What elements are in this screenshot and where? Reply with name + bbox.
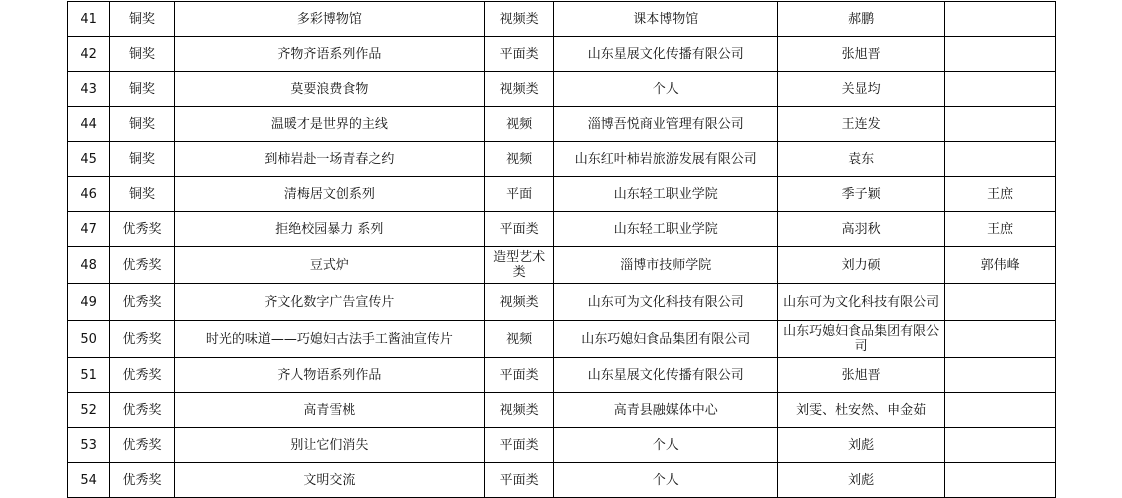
award-level: 铜奖	[110, 142, 174, 177]
row-number: 48	[68, 247, 110, 284]
author: 高羽秋	[778, 212, 945, 247]
advisor	[945, 142, 1056, 177]
table-row	[68, 107, 1056, 142]
work-category: 视频类	[484, 393, 553, 428]
advisor	[945, 321, 1056, 358]
organization: 山东巧媳妇食品集团有限公司	[554, 321, 778, 358]
table-row	[68, 463, 1056, 498]
work-title: 清梅居文创系列	[174, 177, 484, 212]
table-row	[68, 212, 1056, 247]
work-title: 别让它们消失	[174, 428, 484, 463]
organization: 山东可为文化科技有限公司	[554, 284, 778, 321]
row-number: 46	[68, 177, 110, 212]
award-level: 优秀奖	[110, 463, 174, 498]
award-level: 优秀奖	[110, 358, 174, 393]
work-category: 平面类	[484, 463, 553, 498]
work-category: 造型艺术类	[484, 247, 553, 284]
author: 张旭晋	[778, 37, 945, 72]
row-number: 53	[68, 428, 110, 463]
table-row	[68, 72, 1056, 107]
organization: 山东星展文化传播有限公司	[554, 358, 778, 393]
advisor	[945, 37, 1056, 72]
table-row	[68, 428, 1056, 463]
advisor: 郭伟峰	[945, 247, 1056, 284]
work-category: 视频类	[484, 72, 553, 107]
row-number: 42	[68, 37, 110, 72]
advisor	[945, 284, 1056, 321]
author: 关显均	[778, 72, 945, 107]
author: 袁东	[778, 142, 945, 177]
advisor	[945, 72, 1056, 107]
advisor	[945, 2, 1056, 37]
row-number: 47	[68, 212, 110, 247]
author: 山东可为文化科技有限公司	[778, 284, 945, 321]
work-category: 平面类	[484, 212, 553, 247]
work-title: 拒绝校园暴力 系列	[174, 212, 484, 247]
row-number: 44	[68, 107, 110, 142]
author: 山东巧媳妇食品集团有限公司	[778, 321, 945, 358]
author: 王连发	[778, 107, 945, 142]
author: 刘力硕	[778, 247, 945, 284]
organization: 高青县融媒体中心	[554, 393, 778, 428]
table-row	[68, 321, 1056, 358]
author: 郝鹏	[778, 2, 945, 37]
advisor: 王庶	[945, 177, 1056, 212]
organization: 个人	[554, 428, 778, 463]
award-level: 优秀奖	[110, 247, 174, 284]
row-number: 51	[68, 358, 110, 393]
advisor	[945, 358, 1056, 393]
author: 刘彪	[778, 428, 945, 463]
work-category: 平面类	[484, 428, 553, 463]
row-number: 41	[68, 2, 110, 37]
author: 张旭晋	[778, 358, 945, 393]
work-category: 视频类	[484, 284, 553, 321]
award-level: 优秀奖	[110, 321, 174, 358]
award-level: 铜奖	[110, 107, 174, 142]
organization: 山东轻工职业学院	[554, 177, 778, 212]
row-number: 54	[68, 463, 110, 498]
work-category: 平面类	[484, 37, 553, 72]
work-category: 视频	[484, 142, 553, 177]
organization: 山东星展文化传播有限公司	[554, 37, 778, 72]
table-row	[68, 284, 1056, 321]
award-level: 优秀奖	[110, 428, 174, 463]
row-number: 43	[68, 72, 110, 107]
work-title: 莫要浪费食物	[174, 72, 484, 107]
row-number: 49	[68, 284, 110, 321]
organization: 淄博吾悦商业管理有限公司	[554, 107, 778, 142]
award-level: 铜奖	[110, 2, 174, 37]
work-title: 温暖才是世界的主线	[174, 107, 484, 142]
work-category: 视频	[484, 107, 553, 142]
author: 刘彪	[778, 463, 945, 498]
award-level: 铜奖	[110, 72, 174, 107]
work-title: 多彩博物馆	[174, 2, 484, 37]
work-category: 视频	[484, 321, 553, 358]
table-row	[68, 247, 1056, 284]
work-category: 平面类	[484, 358, 553, 393]
award-level: 优秀奖	[110, 212, 174, 247]
work-title: 齐人物语系列作品	[174, 358, 484, 393]
table-row	[68, 142, 1056, 177]
organization: 山东红叶柿岩旅游发展有限公司	[554, 142, 778, 177]
row-number: 52	[68, 393, 110, 428]
work-title: 齐文化数字广告宣传片	[174, 284, 484, 321]
organization: 课本博物馆	[554, 2, 778, 37]
work-title: 文明交流	[174, 463, 484, 498]
work-title: 豆式炉	[174, 247, 484, 284]
table-row	[68, 393, 1056, 428]
row-number: 45	[68, 142, 110, 177]
work-title: 时光的味道——巧媳妇古法手工酱油宣传片	[174, 321, 484, 358]
award-level: 铜奖	[110, 177, 174, 212]
author: 刘雯、杜安然、申金茹	[778, 393, 945, 428]
organization: 淄博市技师学院	[554, 247, 778, 284]
table-row	[68, 177, 1056, 212]
work-category: 视频类	[484, 2, 553, 37]
award-level: 铜奖	[110, 37, 174, 72]
awards-table	[67, 1, 1056, 498]
organization: 个人	[554, 463, 778, 498]
advisor	[945, 463, 1056, 498]
work-title: 高青雪桃	[174, 393, 484, 428]
organization: 个人	[554, 72, 778, 107]
advisor	[945, 428, 1056, 463]
award-level: 优秀奖	[110, 393, 174, 428]
row-number: 50	[68, 321, 110, 358]
advisor	[945, 107, 1056, 142]
advisor: 王庶	[945, 212, 1056, 247]
work-category: 平面	[484, 177, 553, 212]
work-title: 到柿岩赴一场青春之约	[174, 142, 484, 177]
work-title: 齐物齐语系列作品	[174, 37, 484, 72]
award-level: 优秀奖	[110, 284, 174, 321]
author: 季子颖	[778, 177, 945, 212]
advisor	[945, 393, 1056, 428]
organization: 山东轻工职业学院	[554, 212, 778, 247]
table-row	[68, 358, 1056, 393]
table-row	[68, 2, 1056, 37]
table-row	[68, 37, 1056, 72]
